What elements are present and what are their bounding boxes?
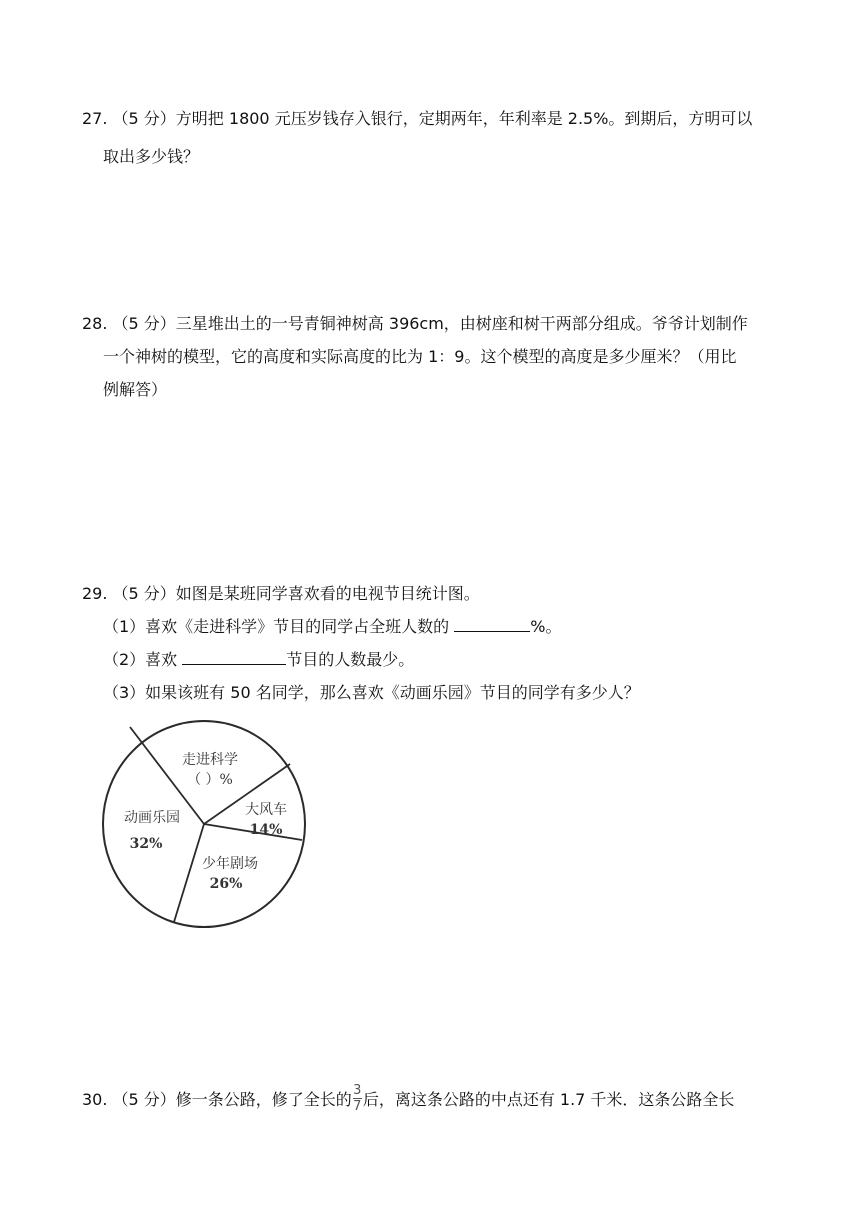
q30-text-a: 30. （5 分）修一条公路，修了全长的 <box>82 1090 352 1109</box>
answer-blank-2[interactable] <box>182 650 286 665</box>
answer-blank-1[interactable] <box>454 617 530 632</box>
slice-label-zoujin-kexue: 走进科学 <box>182 752 238 768</box>
q28-line1: 28. （5 分）三星堆出土的一号青铜神树高 396cm，由树座和树干两部分组成。爷爷计划制作 <box>82 314 748 333</box>
q30-text-b: 后，离这条公路的中点还有 1.7 千米．这条公路全长 <box>362 1090 735 1109</box>
fraction-numerator: 3 <box>353 1083 362 1098</box>
q29-sub1-suffix: %。 <box>530 617 562 636</box>
slice-label-dafengche: 大风车 <box>245 802 287 818</box>
slice-value-dafengche: 14% <box>249 822 283 838</box>
q29-sub1-text: （1）喜欢《走进科学》节目的同学占全班人数的 <box>103 617 455 636</box>
q29-sub1 <box>103 616 562 638</box>
q29-sub2-text: （2）喜欢 <box>103 650 183 669</box>
slice-value-shaonian-juchang: 26% <box>209 876 243 892</box>
slice-value-donghua-leyuan: 32% <box>129 836 163 852</box>
q28-line2: 一个神树的模型，它的高度和实际高度的比为 1：9。这个模型的高度是多少厘米？（用比 <box>103 347 737 366</box>
q29-sub3: （3）如果该班有 50 名同学，那么喜欢《动画乐园》节目的同学有多少人？ <box>103 683 640 702</box>
fraction <box>353 1084 362 1113</box>
q27-line1: 27. （5 分）方明把 1800 元压岁钱存入银行，定期两年，年利率是 2.5%。到期后，方明可以 <box>82 109 753 128</box>
q28-line3: 例解答） <box>103 380 168 399</box>
q27-line2: 取出多少钱？ <box>103 147 200 166</box>
slice-label-shaonian-juchang: 少年剧场 <box>202 856 258 872</box>
q29-sub2 <box>103 649 414 671</box>
q29-sub2-suffix: 节目的人数最少。 <box>286 650 415 669</box>
q29-stem: 29. （5 分）如图是某班同学喜欢看的电视节目统计图。 <box>82 584 480 603</box>
fraction-denominator: 7 <box>353 1099 362 1114</box>
tv-program-pie-chart <box>100 718 310 930</box>
q30-line1 <box>82 1083 735 1115</box>
slice-value-zoujin-kexue: （ ）% <box>187 772 233 788</box>
slice-label-donghua-leyuan: 动画乐园 <box>124 810 180 826</box>
